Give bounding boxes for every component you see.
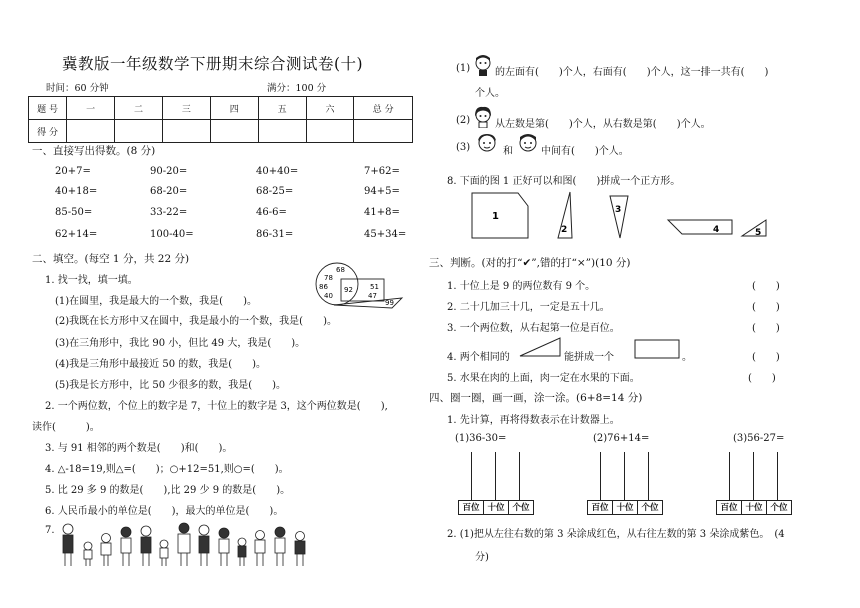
shape-1 <box>472 193 528 238</box>
abacus-rod <box>471 452 472 500</box>
score-cell: 题 号 <box>29 97 67 120</box>
score-table-header-row <box>29 97 413 120</box>
calc-item: 86-31= <box>256 229 294 240</box>
diagram-number: 99 <box>385 299 394 307</box>
q7-1-prefix: (1) <box>456 63 471 74</box>
abacus-rod <box>519 452 520 500</box>
question-2-1-item: (5)我是长方形中，比 50 少很多的数，我是( )。 <box>55 380 287 391</box>
person-figure <box>178 523 190 566</box>
calc-item: 68-25= <box>256 186 294 197</box>
question-8: 8. 下面的图 1 正好可以和图( )拼成一个正方形。 <box>447 176 681 187</box>
diagram-number: 86 <box>319 283 328 291</box>
score-input-cell[interactable] <box>354 120 413 143</box>
question-4-2: 2. (1)把从左往右数的第 3 朵涂成红色，从右往左数的第 3 朵涂成紫色。 (4 <box>447 529 785 540</box>
calc-item: 94+5= <box>364 186 400 197</box>
square-pieces-figure <box>470 188 780 244</box>
calc-prompt: (3)56-27= <box>733 433 785 444</box>
person-figure <box>199 525 209 566</box>
score-table-score-row <box>29 120 413 143</box>
judge-answer-paren[interactable]: ( ) <box>748 373 776 384</box>
shape-label: 4 <box>713 225 720 235</box>
judge-answer-paren[interactable]: ( ) <box>752 302 780 313</box>
person-figure <box>255 531 265 567</box>
abacus-place-label: 个位 <box>770 503 788 513</box>
judge-answer-paren[interactable]: ( ) <box>752 281 780 292</box>
score-cell: 五 <box>258 97 306 120</box>
question-2-1-item: (3)在三角形中，我比 90 小，但比 49 大，我是( )。 <box>55 338 306 349</box>
score-input-cell[interactable] <box>258 120 306 143</box>
question-2-6: 6. 人民币最小的单位是( )，最大的单位是( )。 <box>45 506 284 517</box>
score-cell: 六 <box>306 97 354 120</box>
q7-3-and: 和 <box>503 146 513 157</box>
person-figure <box>84 542 92 566</box>
abacus-base <box>716 500 792 515</box>
score-cell: 一 <box>67 97 115 120</box>
question-4-2-cont: 分) <box>475 552 489 563</box>
calc-item: 41+8= <box>364 207 400 218</box>
judge-item: 4. 两个相同的 <box>447 352 510 363</box>
abacus[interactable] <box>716 452 792 516</box>
q7-2-text: 从左数是第( )个人，从右数是第( )个人。 <box>495 119 711 130</box>
question-2-1-item: (2)我既在长方形中又在圆中，我是最小的一个数，我是( )。 <box>55 316 337 327</box>
judge-answer-paren[interactable]: ( ) <box>752 323 780 334</box>
abacus-place-label: 个位 <box>512 503 530 513</box>
q7-1-text: 的左面有( )个人，右面有( )个人，这一排一共有( ) <box>495 67 769 78</box>
score-input-cell[interactable] <box>210 120 258 143</box>
calc-item: 85-50= <box>55 207 93 218</box>
abacus-rod <box>729 452 730 500</box>
abacus-place-label: 百位 <box>588 501 613 514</box>
boy-face-icon <box>473 54 493 76</box>
abacus-place-label: 个位 <box>641 503 659 513</box>
shape-label: 5 <box>755 228 762 238</box>
judge-item-4-mid: 能拼成一个 <box>564 352 614 363</box>
calc-item: 68-20= <box>150 186 188 197</box>
abacus-place-label: 十位 <box>484 501 509 514</box>
calc-item: 33-22= <box>150 207 188 218</box>
calc-item: 40+40= <box>256 166 299 177</box>
abacus-rod <box>753 452 754 500</box>
question-2-1: 1. 找一找，填一填。 <box>45 275 138 286</box>
shape-number-diagram <box>312 262 404 310</box>
diagram-number: 78 <box>324 274 333 282</box>
judge-answer-paren[interactable]: ( ) <box>752 352 780 363</box>
abacus-rod <box>495 452 496 500</box>
calc-item: 45+34= <box>364 229 407 240</box>
person-figure <box>160 540 168 566</box>
abacus-rod <box>777 452 778 500</box>
score-table <box>28 96 413 143</box>
section-1-heading: 一、直接写出得数。(8 分) <box>32 145 156 157</box>
calc-item: 100-40= <box>150 229 194 240</box>
score-cell: 总 分 <box>354 97 413 120</box>
judge-item: 1. 十位上是 9 的两位数有 9 个。 <box>447 281 596 292</box>
question-4-1: 1. 先计算，再将得数表示在计数器上。 <box>447 415 620 426</box>
section-4-heading: 四、圈一圈，画一画，涂一涂。(6+8=14 分) <box>429 392 643 404</box>
diagram-number: 47 <box>368 292 377 300</box>
q7-1-text-cont: 个人。 <box>475 88 505 99</box>
shape-4 <box>668 220 732 234</box>
question-2-1-item: (1)在圆里，我是最大的一个数，我是( )。 <box>55 296 257 307</box>
judge-item: 3. 一个两位数，从右起第一位是百位。 <box>447 323 620 334</box>
abacus-place-label: 百位 <box>717 501 742 514</box>
abacus-rod <box>624 452 625 500</box>
section-2-heading: 二、填空。(每空 1 分，共 22 分) <box>32 253 190 265</box>
person-figure <box>141 526 151 566</box>
page-title: 冀教版一年级数学下册期末综合测试卷(十) <box>62 55 364 73</box>
abacus-place-label: 百位 <box>459 501 484 514</box>
section-3-heading: 三、判断。(对的打“✔”,错的打“×”)(10 分) <box>429 257 631 269</box>
abacus-base <box>587 500 663 515</box>
q7-3-prefix: (3) <box>456 142 471 153</box>
abacus-base <box>458 500 534 515</box>
exam-time: 时间：60 分钟 <box>46 83 109 94</box>
abacus-place-label: 十位 <box>613 501 638 514</box>
score-input-cell[interactable] <box>306 120 354 143</box>
diagram-number: 92 <box>344 286 353 294</box>
score-input-cell[interactable] <box>162 120 210 143</box>
person-figure <box>63 524 73 566</box>
question-2-2-cont: 读作( )。 <box>32 422 100 433</box>
shape-5 <box>742 220 766 236</box>
shape-label: 1 <box>492 211 499 222</box>
abacus-place-label: 十位 <box>742 501 767 514</box>
calc-item: 20+7= <box>55 166 91 177</box>
score-input-cell[interactable] <box>115 120 163 143</box>
question-2-2: 2. 一个两位数，个位上的数字是 7，十位上的数字是 3，这个两位数是( ), <box>45 401 388 412</box>
full-score: 满分：100 分 <box>267 83 327 94</box>
person-figure <box>238 538 246 566</box>
score-input-cell[interactable] <box>67 120 115 143</box>
question-2-7: 7. <box>45 525 55 536</box>
judge-item: 5. 水果在肉的上面，肉一定在水果的下面。 <box>447 373 640 384</box>
man-face-icon <box>516 132 540 156</box>
calc-item: 90-20= <box>150 166 188 177</box>
judge-item-4-end: 。 <box>682 352 692 363</box>
question-2-1-item: (4)我是三角形中最接近 50 的数，我是( )。 <box>55 359 267 370</box>
person-figure <box>219 528 229 566</box>
calc-item: 62+14= <box>55 229 98 240</box>
calc-item: 40+18= <box>55 186 98 197</box>
question-2-4: 4. △-18=19,则△=( )；○+12=51,则○=( )。 <box>45 464 289 475</box>
triangle-icon <box>518 336 562 358</box>
rectangle-icon <box>633 338 681 360</box>
diagram-number: 40 <box>324 292 333 300</box>
question-2-3: 3. 与 91 相邻的两个数是( )和( )。 <box>45 443 233 454</box>
grandma-face-icon <box>473 132 501 156</box>
question-2-5: 5. 比 29 多 9 的数是( ),比 29 少 9 的数是( )。 <box>45 485 291 496</box>
score-cell: 四 <box>210 97 258 120</box>
q7-3-text: 中间有( )个人。 <box>541 146 629 157</box>
shape-label: 2 <box>561 225 568 235</box>
diagram-number: 51 <box>370 283 379 291</box>
judge-item: 2. 二十几加三十几，一定是五十几。 <box>447 302 610 313</box>
girl-face-icon <box>473 106 493 128</box>
person-figure <box>121 527 131 566</box>
calc-prompt: (2)76+14= <box>593 433 650 444</box>
person-figure <box>101 534 111 567</box>
diagram-number: 68 <box>336 266 345 274</box>
abacus[interactable] <box>587 452 663 516</box>
abacus-rod <box>600 452 601 500</box>
person-figure <box>275 527 285 566</box>
score-cell: 得 分 <box>29 120 67 143</box>
abacus[interactable] <box>458 452 534 516</box>
calc-prompt: (1)36-30= <box>455 433 507 444</box>
calc-item: 46-6= <box>256 207 287 218</box>
score-cell: 二 <box>115 97 163 120</box>
score-cell: 三 <box>162 97 210 120</box>
people-row-illustration <box>58 520 320 568</box>
person-figure <box>295 532 305 567</box>
calc-item: 7+62= <box>364 166 400 177</box>
q7-2-prefix: (2) <box>456 115 471 126</box>
shape-3 <box>610 196 628 238</box>
abacus-rod <box>648 452 649 500</box>
shape-label: 3 <box>615 205 622 215</box>
